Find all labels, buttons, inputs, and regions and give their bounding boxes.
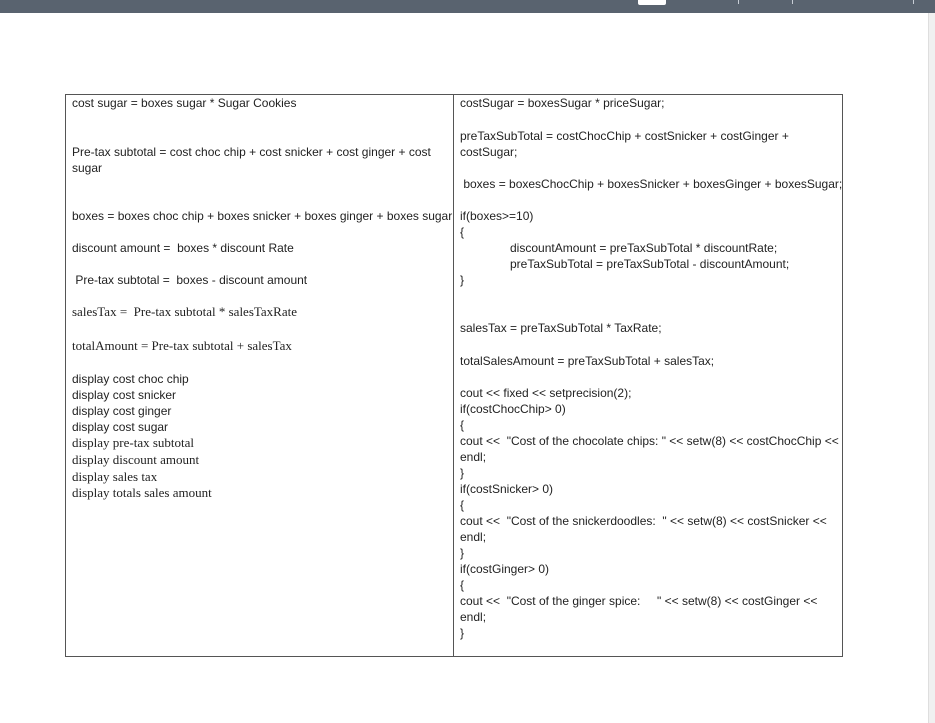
code-line: costSugar;: [460, 145, 518, 159]
toolbar-divider: [913, 0, 914, 4]
pseudocode-line: discount amount = boxes * discount Rate: [72, 241, 294, 255]
top-toolbar: [0, 0, 935, 13]
code-line: }: [460, 273, 465, 287]
toolbar-divider: [738, 0, 739, 4]
code-line: totalSalesAmount = preTaxSubTotal + salesTax;: [460, 354, 715, 368]
code-line: if(costChocChip> 0): [460, 402, 566, 416]
pseudocode-line: boxes = boxes choc chip + boxes snicker + boxes ginger + boxes sugar: [72, 209, 453, 223]
toolbar-button[interactable]: [638, 0, 666, 5]
pseudocode-line: display cost sugar: [72, 420, 169, 434]
toolbar-divider: [792, 0, 793, 4]
pseudocode-line: display cost ginger: [72, 404, 172, 418]
code-line: endl;: [460, 610, 487, 624]
pseudocode-line: display cost snicker: [72, 388, 177, 402]
code-line: }: [460, 546, 465, 560]
code-line: discountAmount = preTaxSubTotal * discountRate;: [510, 241, 778, 255]
pseudocode-line: salesTax = Pre-tax subtotal * salesTaxRate: [72, 304, 298, 319]
pseudocode-line: display pre-tax subtotal: [72, 435, 195, 450]
code-line: if(costSnicker> 0): [460, 482, 554, 496]
code-line: {: [460, 578, 465, 592]
cpp-code-cell: [454, 95, 843, 657]
pseudocode-line: totalAmount = Pre-tax subtotal + salesTax: [72, 338, 292, 353]
code-line: }: [460, 466, 465, 480]
code-line: {: [460, 498, 465, 512]
code-line: if(costGinger> 0): [460, 562, 550, 576]
code-line: salesTax = preTaxSubTotal * TaxRate;: [460, 321, 662, 335]
code-line: cout << "Cost of the chocolate chips: " << setw(8) << costChocChip <<: [460, 434, 839, 448]
code-line: endl;: [460, 530, 487, 544]
code-line: }: [460, 626, 465, 640]
code-line: if(boxes>=10): [460, 209, 534, 223]
code-line: {: [460, 418, 465, 432]
pseudocode-line: display discount amount: [72, 452, 200, 467]
code-line: cout << "Cost of the snickerdoodles: " << setw(8) << costSnicker <<: [460, 514, 827, 528]
code-line: cout << fixed << setprecision(2);: [460, 386, 632, 400]
pseudocode-line: Pre-tax subtotal = boxes - discount amount: [72, 273, 308, 287]
code-line: cout << "Cost of the ginger spice: " << setw(8) << costGinger <<: [460, 594, 818, 608]
code-line: costSugar = boxesSugar * priceSugar;: [460, 96, 665, 110]
pseudocode-line: cost sugar = boxes sugar * Sugar Cookies: [72, 96, 297, 110]
code-line: boxes = boxesChocChip + boxesSnicker + boxesGinger + boxesSugar;: [460, 177, 843, 191]
pseudocode-line: display totals sales amount: [72, 485, 212, 500]
code-line: preTaxSubTotal = costChocChip + costSnicker + costGinger +: [460, 129, 789, 143]
pseudocode-line: display cost choc chip: [72, 372, 189, 386]
pseudocode-line: display sales tax: [72, 469, 158, 484]
code-line: endl;: [460, 450, 487, 464]
vertical-scrollbar[interactable]: [928, 13, 935, 723]
code-line: preTaxSubTotal = preTaxSubTotal - discountAmount;: [510, 257, 790, 271]
pseudocode-code-table: [65, 94, 843, 657]
pseudocode-line: sugar: [72, 161, 103, 175]
code-line: {: [460, 225, 465, 239]
pseudocode-line: Pre-tax subtotal = cost choc chip + cost snicker + cost ginger + cost: [72, 145, 431, 159]
pseudocode-cell: [66, 95, 454, 657]
